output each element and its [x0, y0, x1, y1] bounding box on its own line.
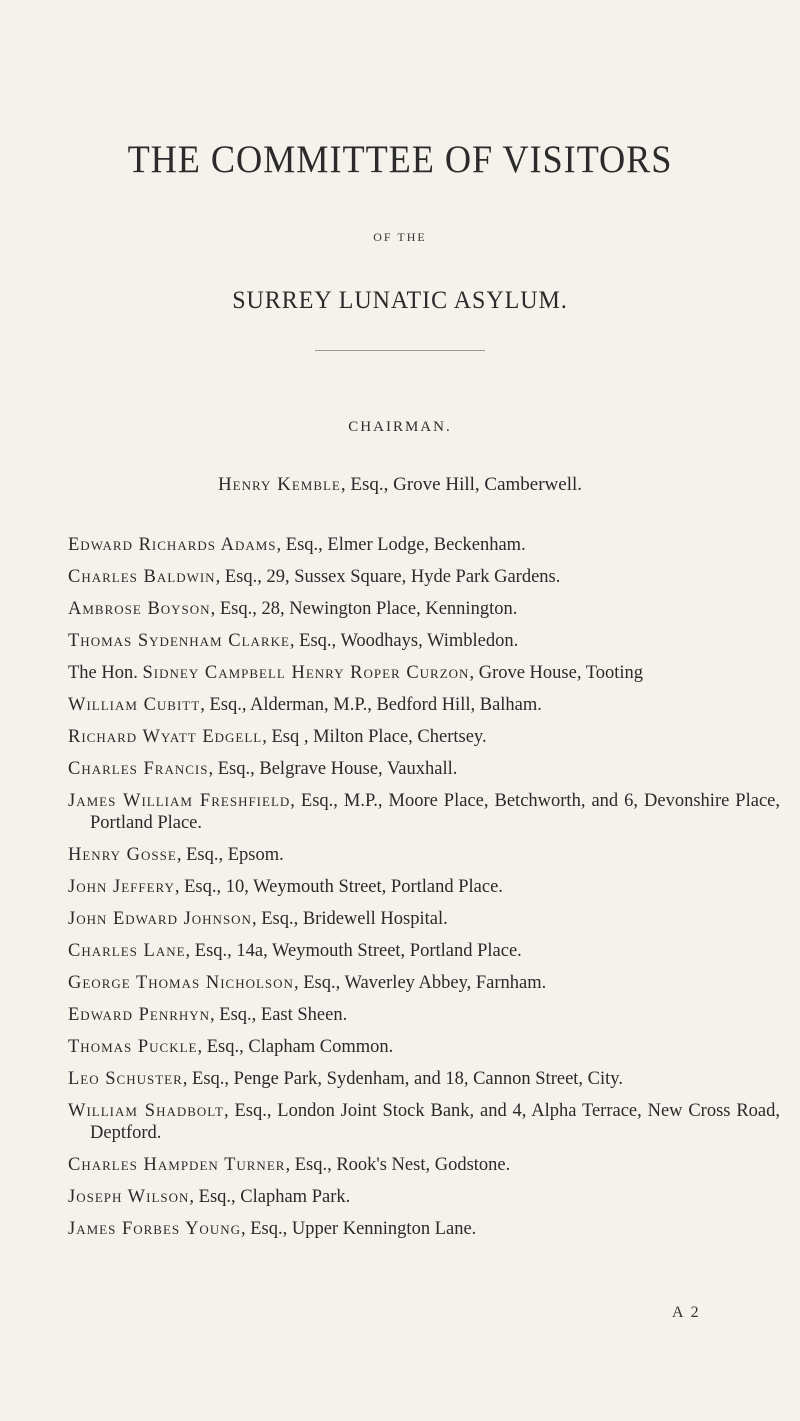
member-name: George Thomas Nicholson: [68, 973, 294, 993]
member-entry: [68, 790, 780, 834]
member-name: Richard Wyatt Edgell: [68, 727, 263, 747]
member-entry: [68, 1004, 780, 1026]
member-details: , Esq., 29, Sussex Square, Hyde Park Gardens.: [215, 567, 561, 587]
chairman-name: Henry Kemble: [217, 474, 341, 495]
member-entry: [68, 876, 780, 898]
members-list: [68, 534, 780, 1250]
member-details: , Esq., Alderman, M.P., Bedford Hill, Balham.: [200, 695, 542, 715]
member-entry: [68, 758, 780, 780]
member-details: , Esq., Clapham Park.: [189, 1187, 351, 1207]
member-name: Sidney Campbell Henry Roper Curzon: [142, 663, 470, 683]
member-name: Joseph Wilson: [68, 1187, 190, 1207]
member-entry: [68, 1068, 780, 1090]
chairman-details: , Esq., Grove Hill, Camberwell.: [340, 474, 583, 495]
member-name: Charles Francis: [68, 759, 209, 779]
member-details: , Esq., Rook's Nest, Godstone.: [285, 1155, 511, 1175]
member-entry: [68, 662, 780, 684]
member-details: , Esq., Clapham Common.: [197, 1037, 394, 1057]
member-details: , Esq., Elmer Lodge, Beckenham.: [276, 535, 526, 555]
member-entry: [68, 566, 780, 588]
member-name: Leo Schuster: [68, 1069, 183, 1089]
member-name: Edward Penrhyn: [68, 1005, 211, 1025]
member-name: John Jeffery: [68, 877, 175, 897]
member-entry: [68, 940, 780, 962]
member-name: James William Freshfield: [68, 791, 291, 811]
member-name: Thomas Sydenham Clarke: [68, 631, 290, 651]
member-details: , Esq., 28, Newington Place, Kennington.: [210, 599, 518, 619]
member-name: Edward Richards Adams: [68, 535, 277, 555]
member-entry: [68, 908, 780, 930]
member-details: , Esq., Bridewell Hospital.: [251, 909, 448, 929]
member-entry: [68, 1186, 780, 1208]
member-name: Ambrose Boyson: [68, 599, 211, 619]
member-entry: [68, 1100, 780, 1144]
member-entry: [68, 694, 780, 716]
asylum-title: SURREY LUNATIC ASYLUM.: [232, 287, 568, 314]
member-details: , Grove House, Tooting: [469, 663, 644, 683]
member-name: Charles Hampden Turner: [68, 1155, 286, 1175]
member-entry: [68, 1154, 780, 1176]
member-details: , Esq., Waverley Abbey, Farnham.: [293, 973, 547, 993]
member-entry: [68, 1218, 780, 1240]
member-details: , Esq., M.P., Moore Place, Betchworth, and 6, Devonshire Place, Portland Place.: [90, 791, 780, 833]
page-title: THE COMMITTEE OF VISITORS: [127, 138, 673, 181]
member-entry: [68, 598, 780, 620]
member-details: , Esq., Upper Kennington Lane.: [240, 1219, 477, 1239]
member-entry: [68, 844, 780, 866]
divider-rule: [315, 350, 485, 351]
chairman-entry: [0, 475, 800, 494]
member-name: Thomas Puckle: [68, 1037, 198, 1057]
member-name: John Edward Johnson: [68, 909, 252, 929]
member-details: , Esq., 14a, Weymouth Street, Portland Place.: [185, 941, 522, 961]
member-name: Henry Gosse: [68, 845, 177, 865]
member-name: William Shadbolt: [68, 1101, 224, 1121]
member-details: , Esq , Milton Place, Chertsey.: [262, 727, 487, 747]
member-name: William Cubitt: [68, 695, 201, 715]
member-details: , Esq., Belgrave House, Vauxhall.: [208, 759, 458, 779]
signature-mark: A 2: [672, 1304, 701, 1321]
chairman-heading: CHAIRMAN.: [348, 419, 452, 435]
member-entry: [68, 726, 780, 748]
member-name: Charles Baldwin: [68, 567, 216, 587]
of-the-label: OF THE: [373, 230, 427, 244]
member-entry: [68, 972, 780, 994]
member-details: , Esq., Epsom.: [176, 845, 284, 865]
member-entry: [68, 630, 780, 652]
member-details: , Esq., East Sheen.: [210, 1005, 348, 1025]
member-details: , Esq., 10, Weymouth Street, Portland Place.: [174, 877, 503, 897]
member-details: , Esq., Penge Park, Sydenham, and 18, Cannon Street, City.: [182, 1069, 623, 1089]
member-entry: [68, 534, 780, 556]
member-details: , Esq., London Joint Stock Bank, and 4, Alpha Terrace, New Cross Road, Deptford.: [90, 1101, 781, 1143]
member-entry: [68, 1036, 780, 1058]
member-prefix: The Hon.: [68, 663, 143, 683]
member-name: Charles Lane: [68, 941, 186, 961]
member-details: , Esq., Woodhays, Wimbledon.: [289, 631, 519, 651]
member-name: James Forbes Young: [68, 1219, 241, 1239]
